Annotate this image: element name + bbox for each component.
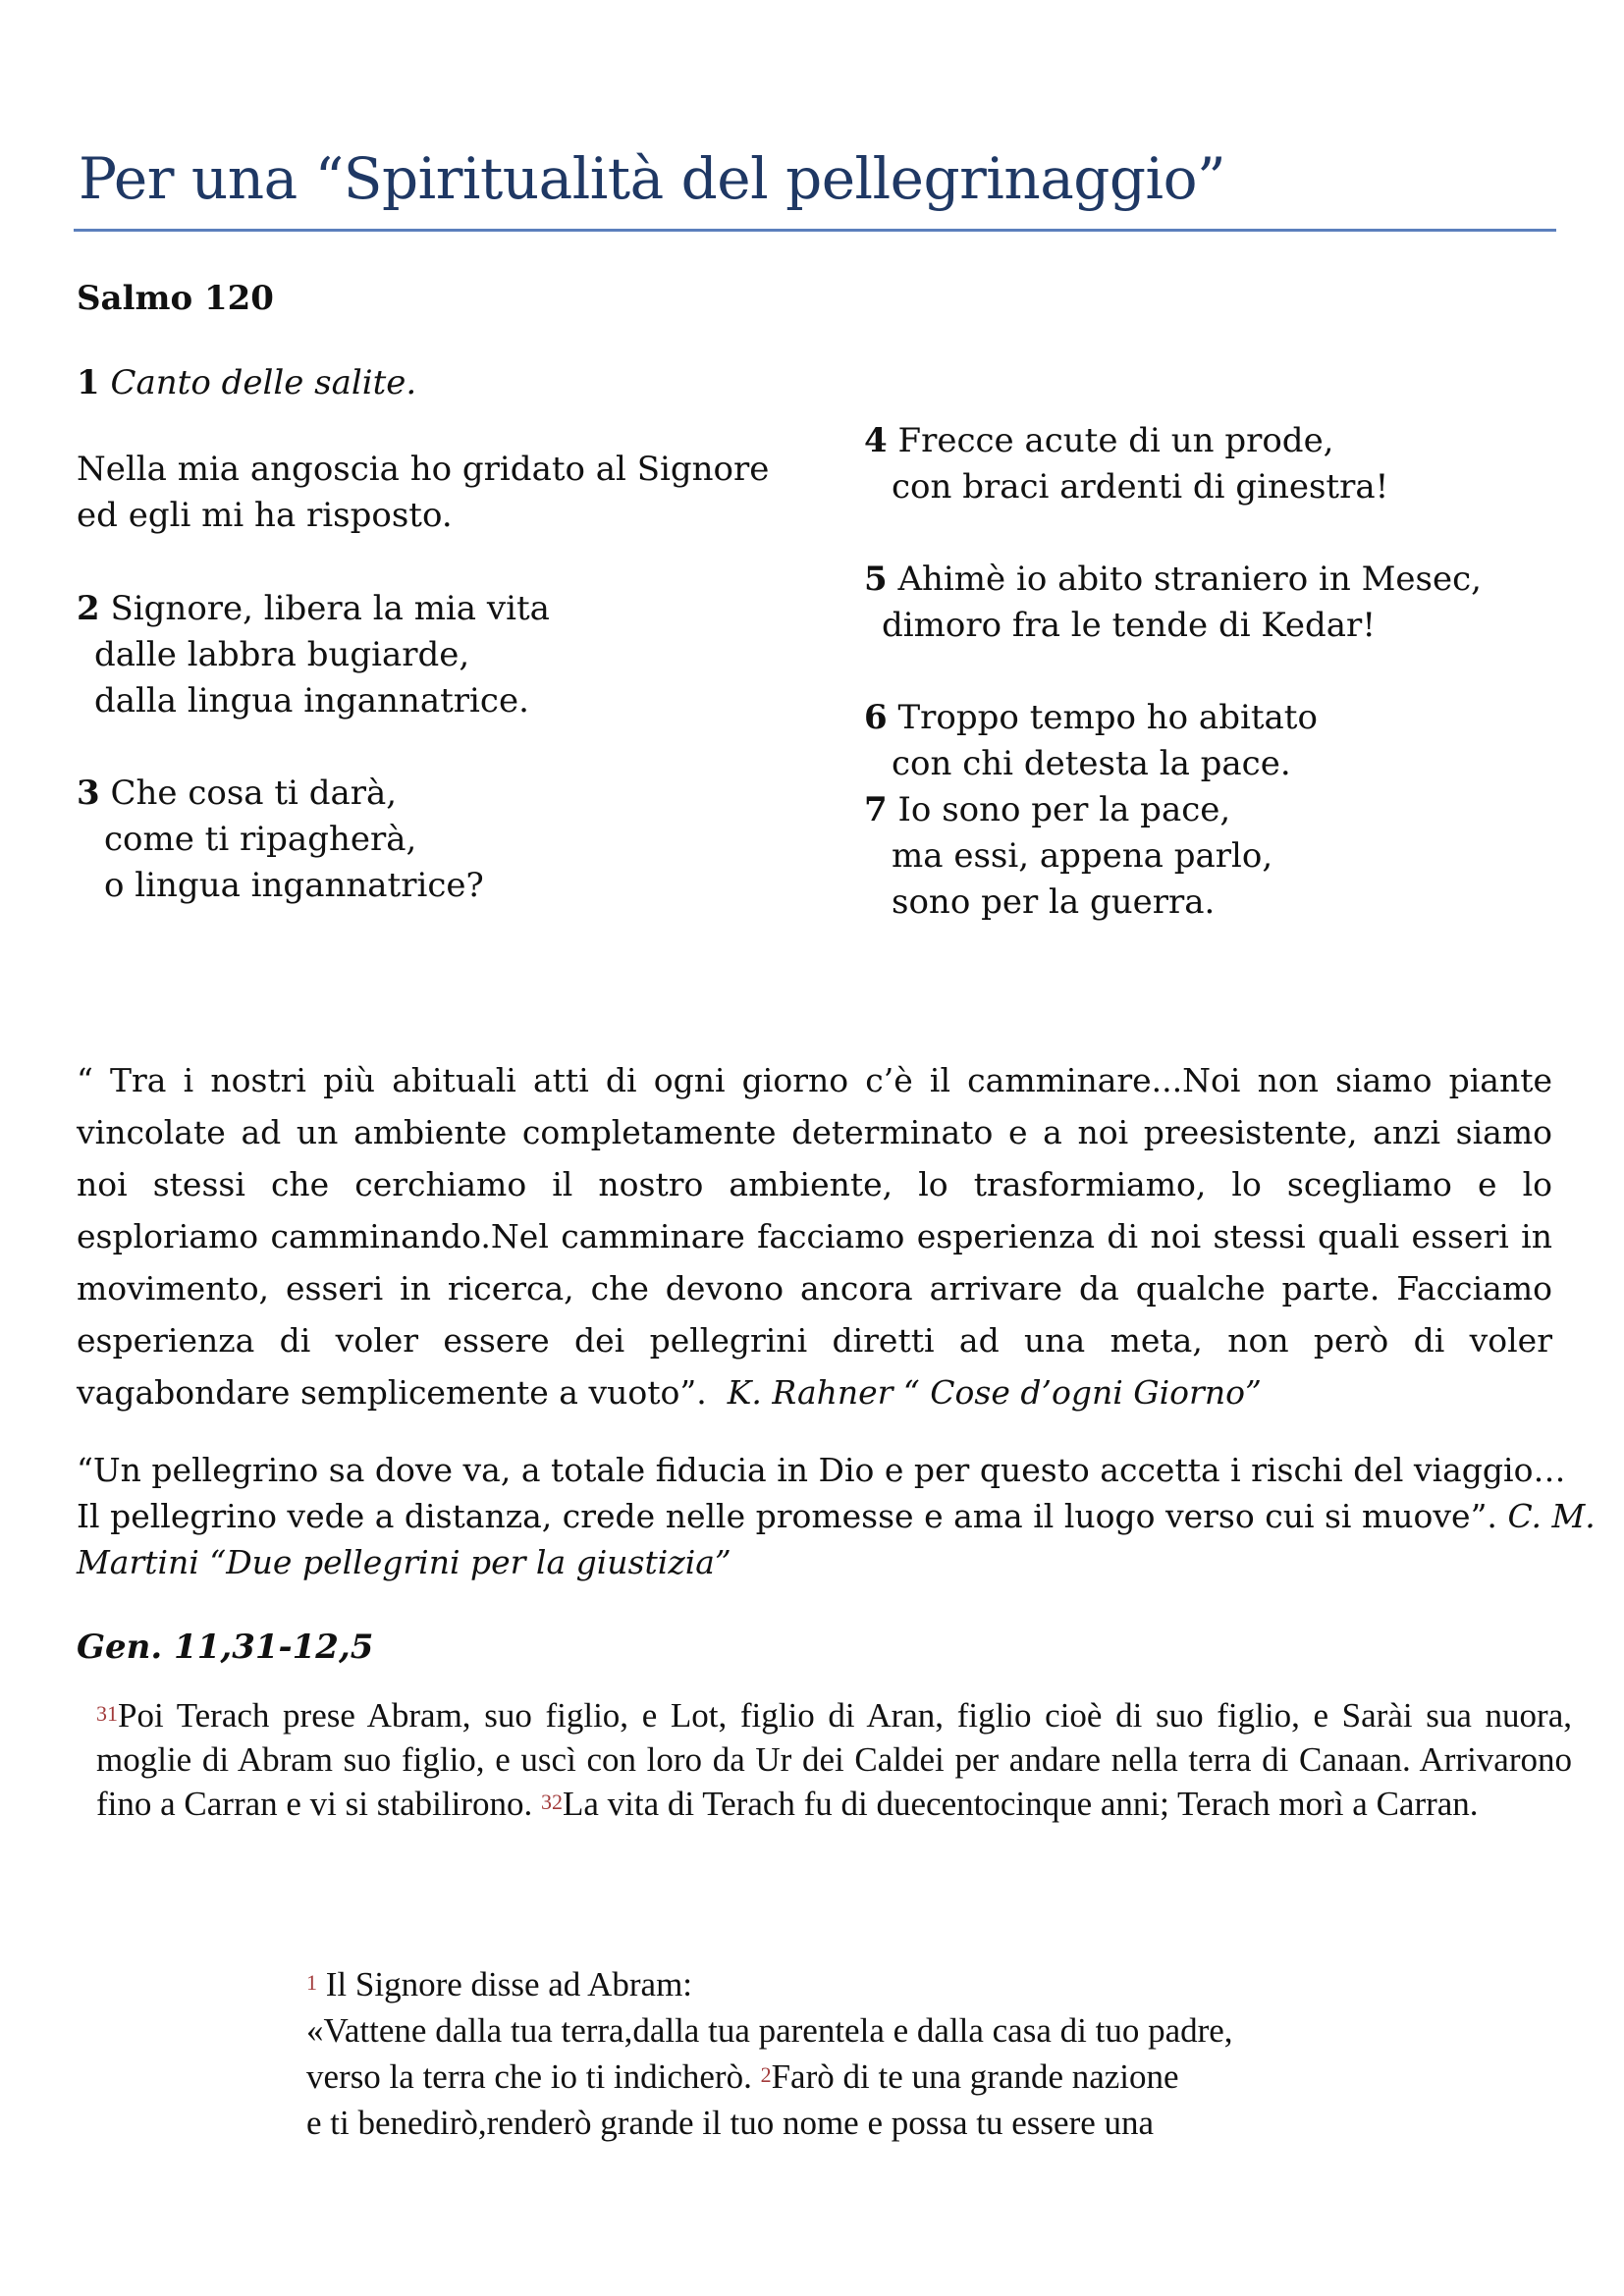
quote-rahner xyxy=(77,1054,1552,1418)
verse-text: Canto delle salite. xyxy=(110,363,417,402)
quote-line: Il pellegrino vede a distanza, crede nelle promesse e ama il luogo verso cui si muove”. xyxy=(77,1497,1497,1535)
genesis-heading: Gen. 11,31-12,5 xyxy=(77,1628,374,1667)
verse-line: Ahimè io abito straniero in Mesec, xyxy=(897,560,1482,599)
verse-line: Troppo tempo ho abitato xyxy=(897,698,1318,737)
genesis-11-31-32 xyxy=(96,1693,1572,1826)
verse-line: dalle labbra bugiarde, xyxy=(94,635,470,674)
psalm-verse-5 xyxy=(864,557,1482,649)
verse-number: 7 xyxy=(864,790,888,829)
verse-line: «Vattene dalla tua terra,dalla tua parentela e dalla casa di tuo padre, xyxy=(306,2011,1233,2050)
verse-line: Farò di te una grande nazione xyxy=(771,2057,1179,2096)
psalm-verse-1-body xyxy=(77,447,769,539)
verse-number: 31 xyxy=(96,1701,118,1726)
verse-line: dalla lingua ingannatrice. xyxy=(94,681,529,721)
psalm-verse-6 xyxy=(864,695,1318,787)
psalm-verse-4 xyxy=(864,418,1388,510)
verse-number: 5 xyxy=(864,560,888,599)
quote-text: “ Tra i nostri più abituali atti di ogni giorno c’è il camminare...Noi non siamo piante vincolate ad un ambiente completamente determinato e a noi preesistente, anzi siamo noi stessi che cerchiamo il nostro ambiente, lo trasformiamo, lo scegliamo e lo esploriamo camminando.Nel camminare facciamo esperienza di noi stessi quali esseri in movimento, esseri in ricerca, che devono ancora arrivare da qualche parte. Facciamo esperienza di voler essere dei pellegrini diretti ad una meta, non però di voler vagabondare semplicemente a vuoto”. xyxy=(77,1061,1552,1412)
psalm-verse-3 xyxy=(77,771,484,909)
psalm-verse-7 xyxy=(864,787,1272,926)
verse-text: La vita di Terach fu di duecentocinque anni; Terach morì a Carran. xyxy=(562,1785,1479,1823)
verse-line: e ti benedirò,renderò grande il tuo nome e possa tu essere una xyxy=(306,2104,1155,2142)
verse-number: 1 xyxy=(306,1970,317,1995)
verse-number: 6 xyxy=(864,698,888,737)
verse-line: dimoro fra le tende di Kedar! xyxy=(882,606,1376,645)
quote-source: Martini “Due pellegrini per la giustizia” xyxy=(77,1543,731,1581)
verse-line: Io sono per la pace, xyxy=(897,790,1231,829)
psalm-heading: Salmo 120 xyxy=(77,279,274,318)
verse-line: con chi detesta la pace. xyxy=(892,744,1291,783)
genesis-12 xyxy=(306,1961,1233,2146)
psalm-verse-2 xyxy=(77,586,550,724)
verse-line: come ti ripagherà, xyxy=(104,820,417,859)
verse-number: 2 xyxy=(77,589,100,628)
verse-number: 1 xyxy=(77,363,100,402)
verse-line: con braci ardenti di ginestra! xyxy=(892,467,1389,507)
verse-line: ed egli mi ha risposto. xyxy=(77,496,453,535)
verse-line: sono per la guerra. xyxy=(892,882,1216,922)
verse-line: Signore, libera la mia vita xyxy=(110,589,550,628)
verse-number: 3 xyxy=(77,774,100,813)
quote-source: C. M. xyxy=(1507,1497,1596,1535)
verse-number: 32 xyxy=(540,1789,563,1814)
verse-text: Poi Terach prese Abram, suo figlio, e Lot, figlio di Aran, figlio cioè di suo figlio, e Sarài sua nuora, moglie di Abram suo figlio, e uscì con loro da Ur dei Caldei per andare nella terra di Canaan. Arrivarono fino a Carran e vi si stabilirono. xyxy=(96,1696,1572,1823)
quote-martini xyxy=(77,1447,1596,1585)
psalm-verse-1 xyxy=(77,360,416,406)
verse-line: Il Signore disse ad Abram: xyxy=(325,1965,693,2003)
verse-line: ma essi, appena parlo, xyxy=(892,836,1273,876)
quote-line: “Un pellegrino sa dove va, a totale fiducia in Dio e per questo accetta i rischi del viaggio… xyxy=(77,1451,1566,1489)
title-underline xyxy=(74,229,1556,232)
page-title: Per una “Spiritualità del pellegrinaggio” xyxy=(79,145,1226,212)
verse-line: verso la terra che io ti indicherò. xyxy=(306,2057,752,2096)
quote-source: K. Rahner “ Cose d’ogni Giorno” xyxy=(727,1373,1262,1412)
verse-line: Nella mia angoscia ho gridato al Signore xyxy=(77,450,770,489)
verse-line: Che cosa ti darà, xyxy=(110,774,398,813)
verse-number: 2 xyxy=(760,2062,772,2087)
verse-number: 4 xyxy=(864,421,888,460)
verse-line: o lingua ingannatrice? xyxy=(104,866,484,905)
verse-line: Frecce acute di un prode, xyxy=(897,421,1334,460)
